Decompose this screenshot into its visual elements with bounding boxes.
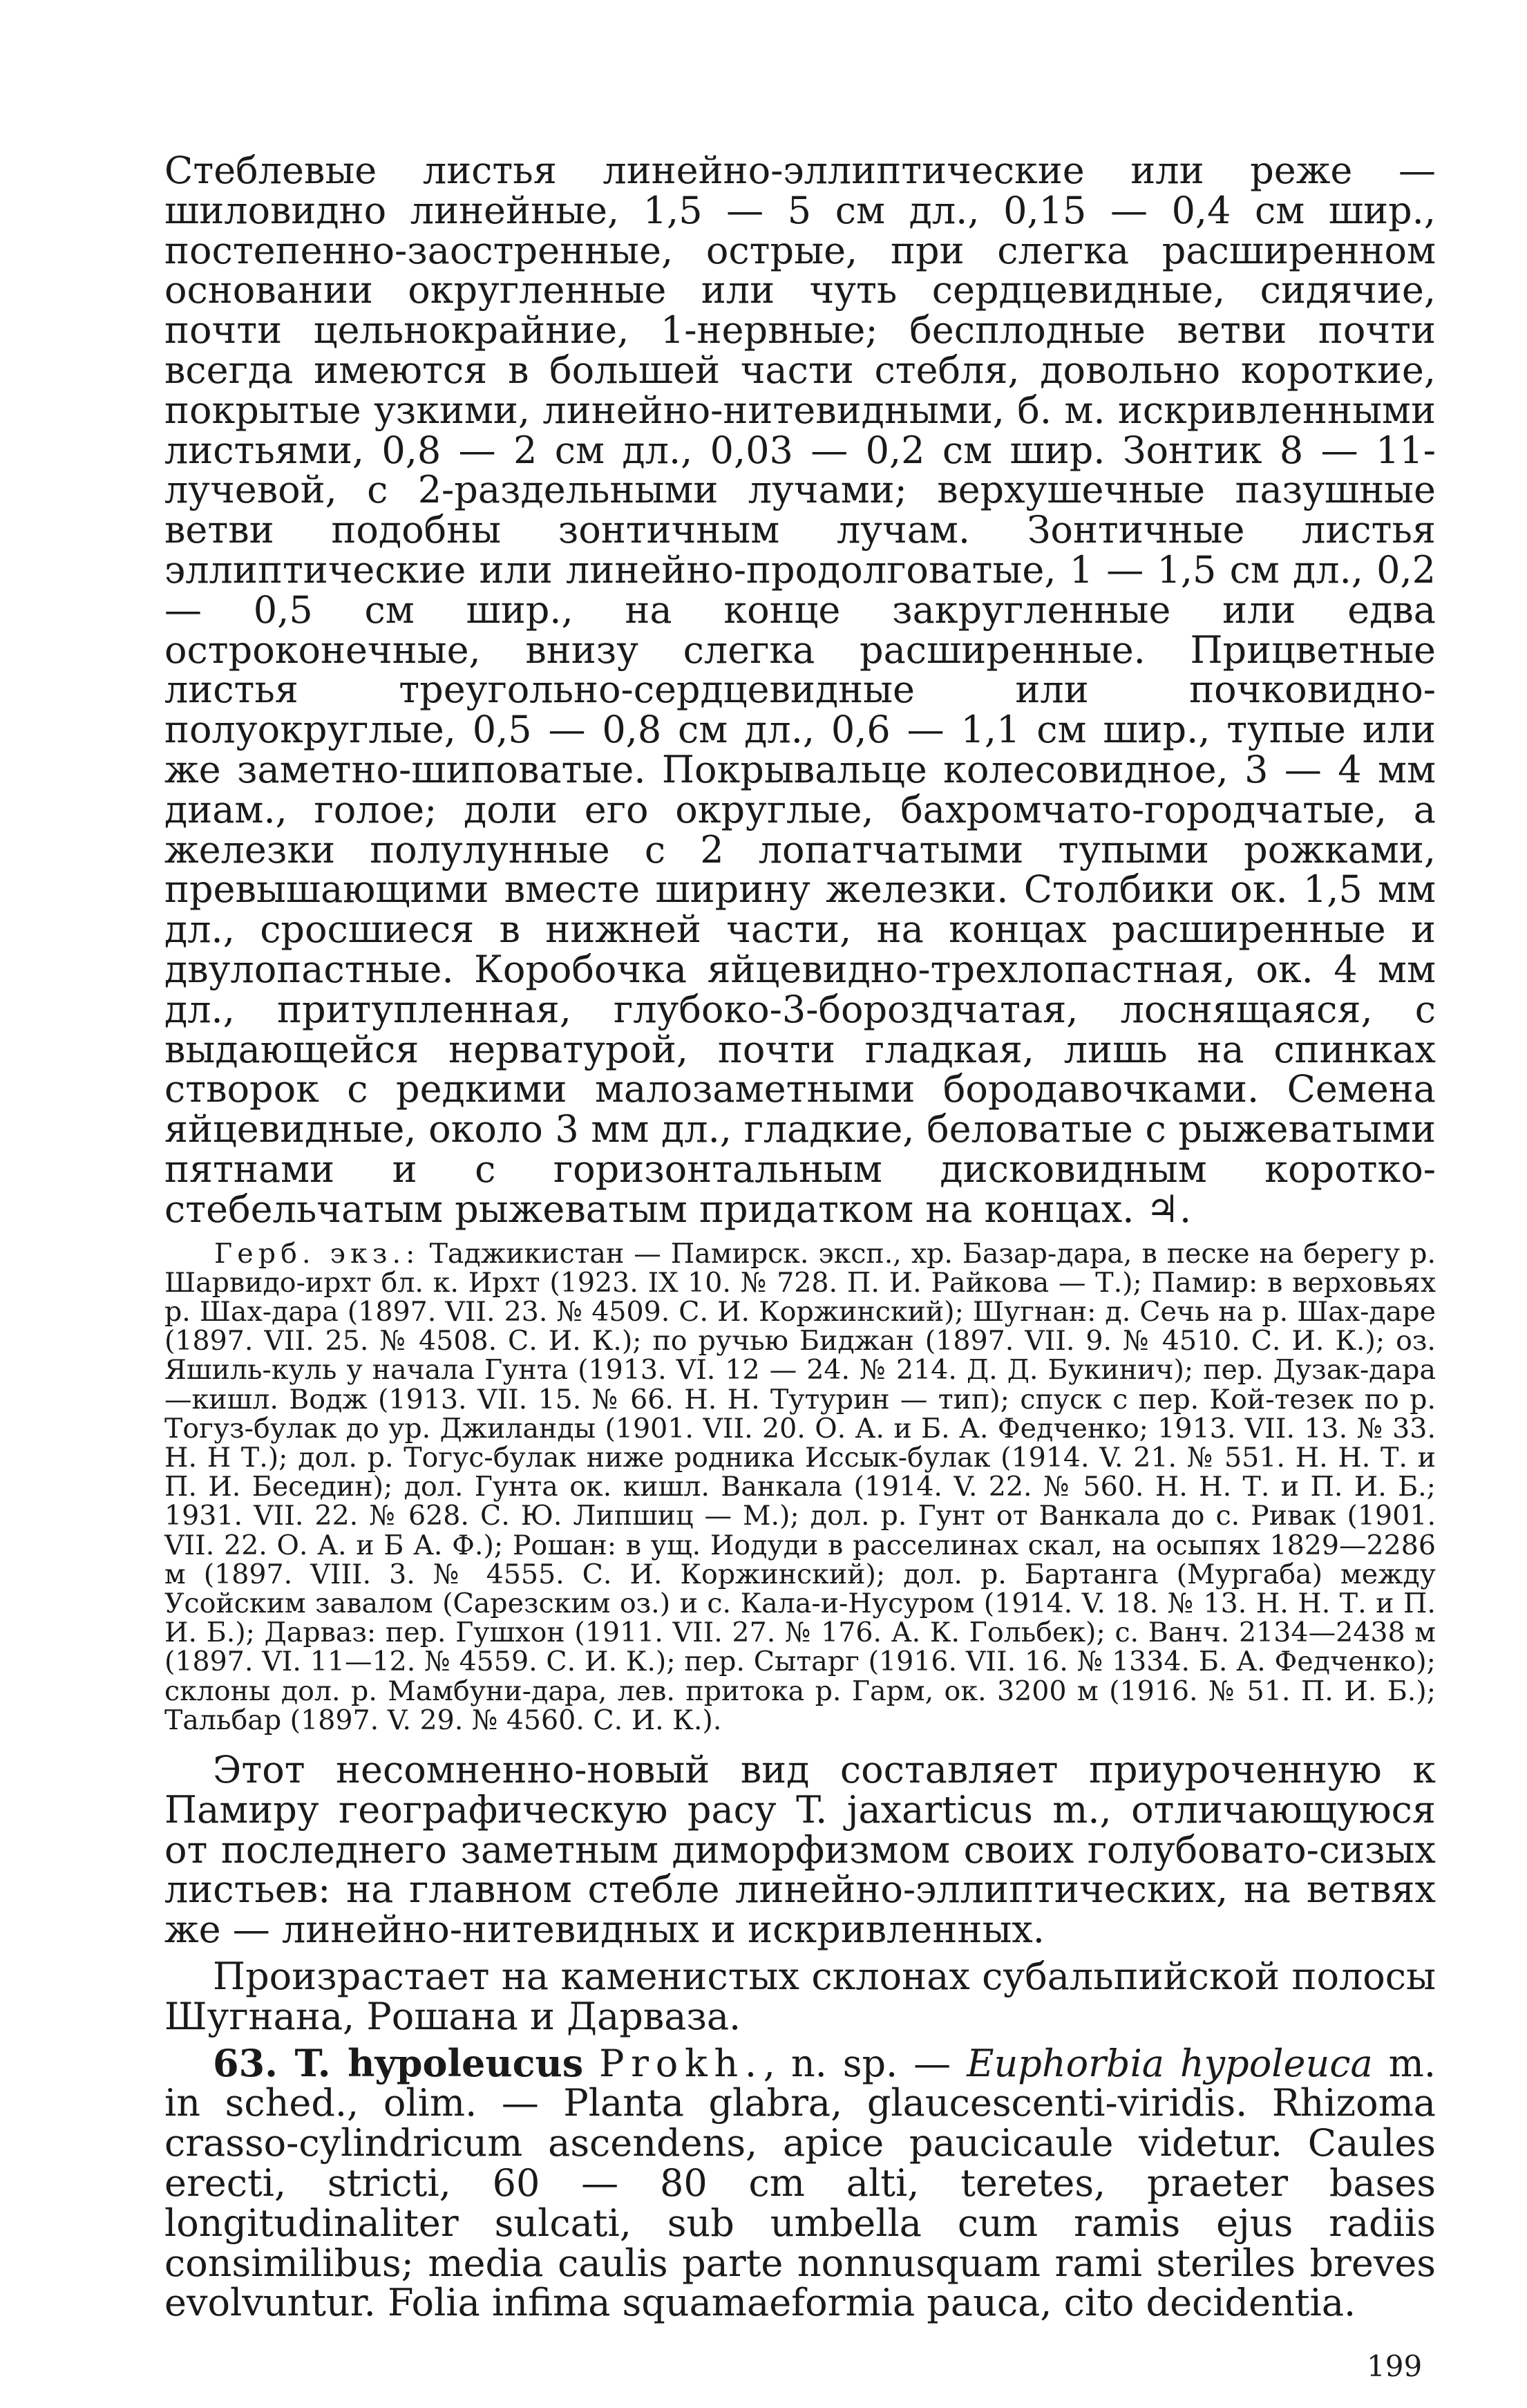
page-content — [164, 151, 1436, 2323]
species-author: Prokh. — [599, 2041, 764, 2085]
herbarium-label: Герб. экз.: — [214, 1237, 420, 1270]
species-description-latin — [164, 2040, 1436, 2325]
page-number: 199 — [1367, 2349, 1423, 2383]
species-synonym: Euphorbia hypoleuca — [967, 2041, 1373, 2085]
description-paragraph: Стеблевые листья линейно-эллиптические или реже — шиловидно линейные, 1,5 — 5 см дл., 0,15 — 0,4 см шир., постепенно-заостренные, острые, при слегка расширенном основании округленные или чуть сердцевидные, сидячие, почти цельнокрайние, 1-нервные; бесплодные ветви почти всегда имеются в большей части стебля, довольно короткие, покрытые узкими, линейно-нитевидными, б. м. искривленными листьями, 0,8 — 2 см дл., 0,03 — 0,2 см шир. Зонтик 8 — 11-лучевой, с 2-раздельными лучами; верхушечные пазушные ветви подобны зонтичным лучам. Зонтичные листья эллиптические или линейно-продолговатые, 1 — 1,5 см дл., 0,2 — 0,5 см шир., на конце закругленные или едва остроконечные, внизу слегка расширенные. Прицветные листья треугольно-сердцевидные или почковидно-полуокруглые, 0,5 — 0,8 см дл., 0,6 — 1,1 см шир., тупые или же заметно-шиповатые. Покрывальце колесовидное, 3 — 4 мм диам., голое; доли его округлые, бахромчато-городчатые, а железки полулунные с 2 лопатчатыми тупыми рожками, превышающими вместе ширину железки. Столбики ок. 1,5 мм дл., сросшиеся в нижней части, на концах расширенные и двулопастные. Коробочка яйцевидно-трехлопастная, ок. 4 мм дл., притупленная, глубоко-3-бороздчатая, лоснящаяся, с выдающейся нерватурой, почти гладкая, лишь на спинках створок с редкими малозаметными бородавочками. Семена яйцевидные, около 3 мм дл., гладкие, беловатые с рыжеватыми пятнами и с горизонтальным дисковидным коротко-стебельчатым рыжеватым придатком на концах. ♃. — [164, 149, 1436, 1231]
latin-text: m. in sched., olim. — Planta glabra, glaucescenti-viridis. Rhizoma crasso-cylindricum ascendens, apice paucicaule videtur. Caules erecti, stricti, 60 — 80 cm alti, teretes, praeter bases longitudinaliter sulcati, sub umbella cum ramis ejus radiis consimilibus; media caulis parte nonnusquam rami steriles breves evolvuntur. Folia infima squamaeformia pauca, cito decidentia. — [164, 2041, 1436, 2325]
species-number: 63. T. hypoleucus — [213, 2040, 584, 2085]
note-paragraph: Этот несомненно-новый вид составляет приуроченную к Памиру географическую расу T. jaxarticus m., отличающуюся от последнего заметным диморфизмом своих голубовато-сизых листьев: на главном стебле линейно-эллиптических, на ветвях же — линейно-нитевидных и искривленных. — [164, 1747, 1436, 1952]
herbarium-text: Таджикистан — Памирск. эксп., хр. Базар-дара, в песке на берегу р. Шарвидо-ирхт бл. к. Ирхт (1923. IX 10. № 728. П. И. Райкова — Т.); Памир: в верховьях р. Шах-дара (1897. VII. 23. № 4509. С. И. Коржинский); Шугнан: д. Сечь на р. Шах-даре (1897. VII. 25. № 4508. С. И. К.); по ручью Биджан (1897. VII. 9. № 4510. С. И. К.); оз. Яшиль-куль у начала Гунта (1913. VI. 12 — 24. № 214. Д. Д. Букинич); пер. Дузак-дара—кишл. Водж (1913. VII. 15. № 66. Н. Н. Тутурин — тип); спуск с пер. Кой-тезек по р. Тогуз-булак до ур. Джиланды (1901. VII. 20. О. А. и Б. А. Федченко; 1913. VII. 13. № 33. Н. Н Т.); дол. р. Тогус-булак ниже родника Иссык-булак (1914. V. 21. № 551. Н. Н. Т. и П. И. Беседин); дол. Гунта ок. кишл. Ванкала (1914. V. 22. № 560. Н. Н. Т. и П. И. Б.; 1931. VII. 22. № 628. С. Ю. Липшиц — М.); дол. р. Гунт от Ванкала до с. Ривак (1901. VII. 22. О. А. и Б А. Ф.); Рошан: в ущ. Иодуди в расселинах скал, на осыпях 1829—2286 м (1897. VIII. 3. № 4555. С. И. Коржинский); дол. р. Бартанга (Мургаба) между Усойским завалом (Сарезским оз.) и с. Кала-и-Нусуром (1914. V. 18. № 13. Н. Н. Т. и П. И. Б.); Дарваз: пер. Гушхон (1911. VII. 27. № 176. А. К. Гольбек); с. Ванч. 2134—2438 м (1897. VI. 11—12. № 4559. С. И. К.); пер. Сытарг (1916. VII. 16. № 1334. Б. А. Федченко); склоны дол. р. Мамбуни-дара, лев. притока р. Гарм, ок. 3200 м (1916. № 51. П. И. Б.); Тальбар (1897. V. 29. № 4560. С. И. К.). — [164, 1237, 1436, 1736]
herbarium-specimens — [164, 1239, 1436, 1735]
habitat-paragraph: Произрастает на каменистых склонах субальпийской полосы Шугнана, Рошана и Дарваза. — [164, 1954, 1436, 2038]
species-rest: , n. sp. — — [763, 2041, 967, 2085]
